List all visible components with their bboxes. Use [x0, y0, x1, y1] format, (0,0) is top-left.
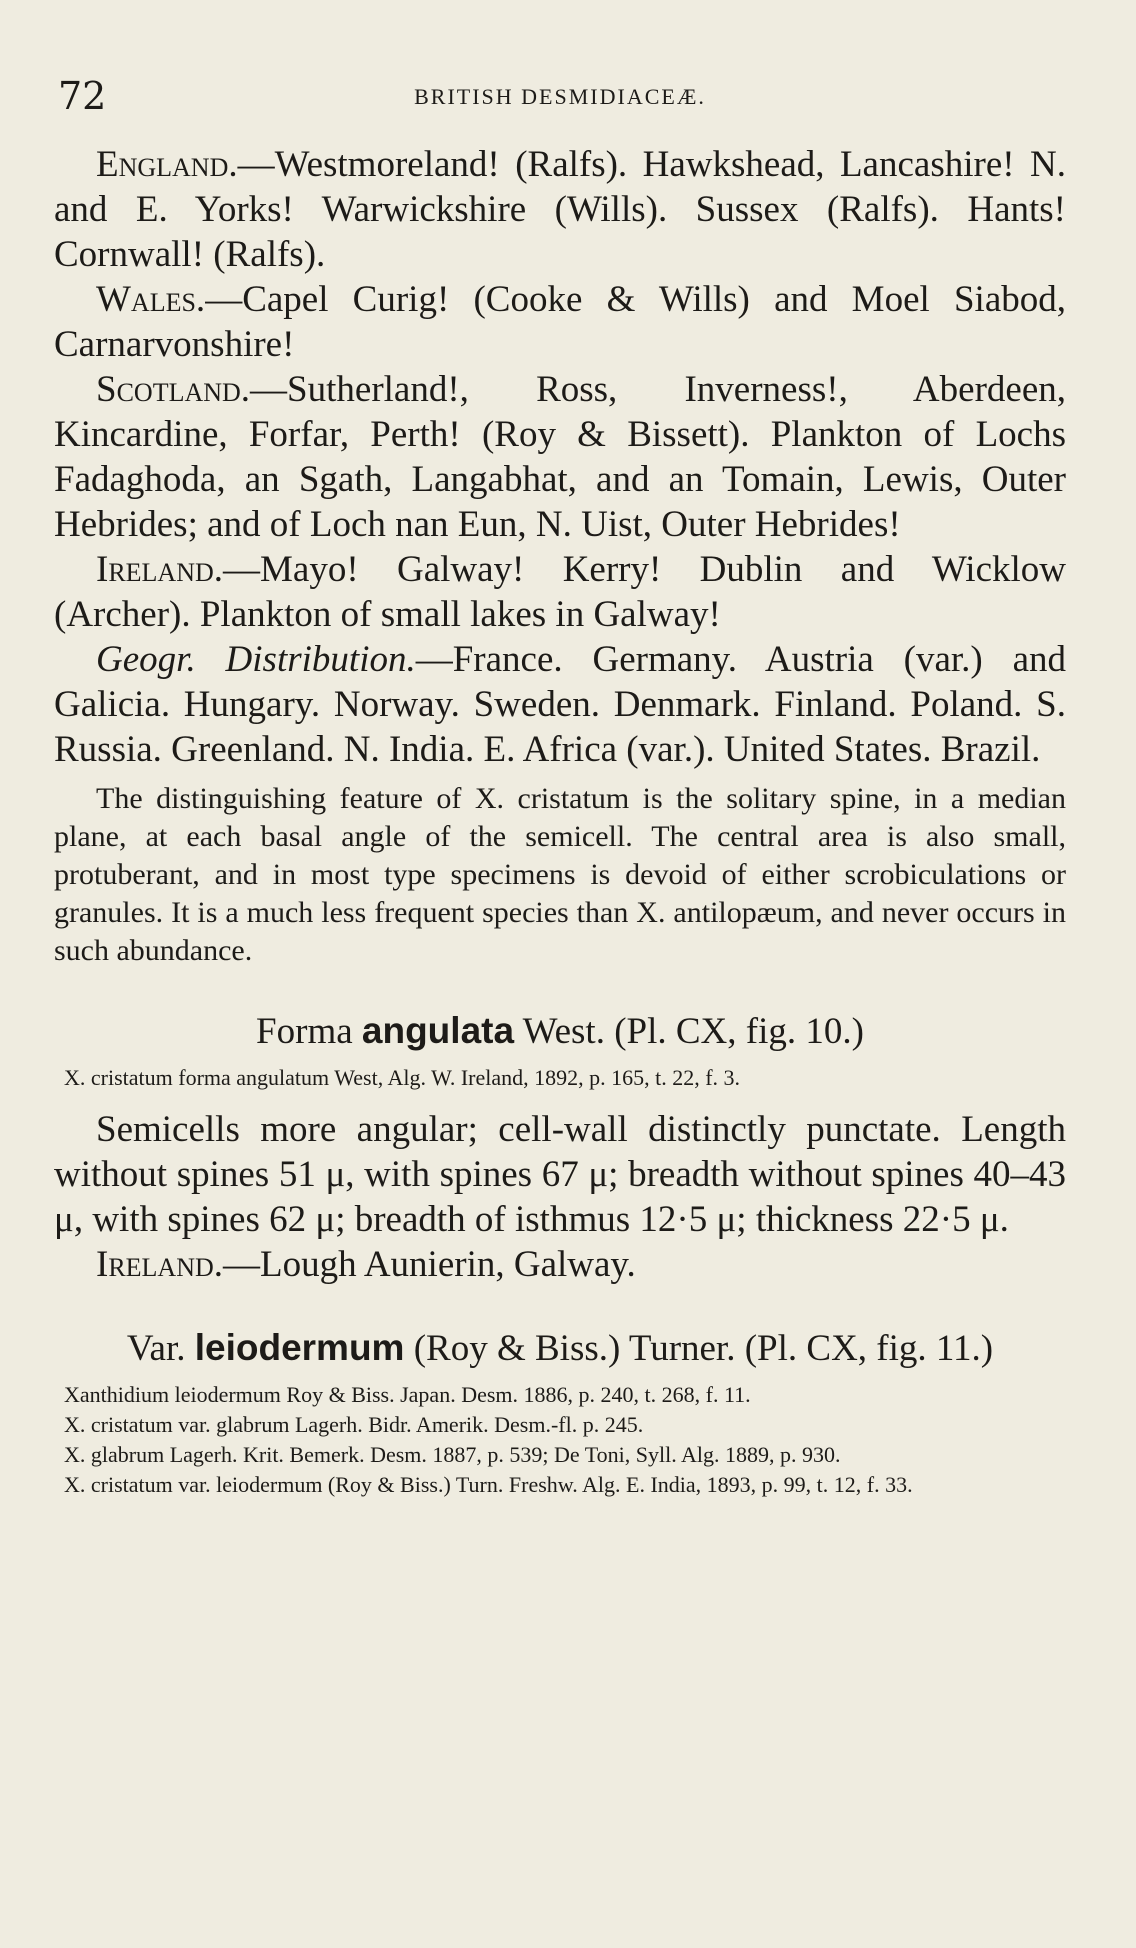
geogr-text: —France. Germany. Austria (var.) and Galicia. Hungary. Norway. Sweden. Denmark. Finland. Poland. S. Russia. Greenland. N. India. E. Africa (var.). United States. Brazil. — [54, 639, 1067, 770]
wales-label: Wales. — [96, 279, 206, 320]
wales-paragraph — [54, 277, 1066, 367]
variety-heading-pre: Var. — [126, 1328, 186, 1369]
ireland-label: Ireland. — [96, 549, 224, 590]
england-label: England. — [96, 144, 238, 185]
variety-heading-post: (Roy & Biss.) Turner. (Pl. CX, fig. 11.) — [413, 1328, 994, 1369]
variety-synonym: Xanthidium leiodermum Roy & Biss. Japan. Desm. 1886, p. 240, t. 268, f. 11. — [64, 1382, 751, 1407]
forma-ireland-text: —Lough Aunierin, Galway. — [223, 1244, 636, 1285]
variety-heading — [54, 1325, 1066, 1372]
forma-description: Semicells more angular; cell-wall distinctly punctate. Length without spines 51 μ, with spines 67 μ; breadth without spines 40–43 μ, with spines 62 μ; breadth of isthmus 12·5 μ; thickness 22·5 μ. — [54, 1109, 1066, 1240]
ireland-paragraph — [54, 547, 1066, 637]
ireland-text: —Mayo! Galway! Kerry! Dublin and Wicklow (Archer). Plankton of small lakes in Galway! — [54, 549, 1066, 635]
forma-heading-pre: Forma — [256, 1011, 353, 1052]
page-number: 72 — [58, 74, 107, 118]
scotland-text: —Sutherland!, Ross, Inverness!, Aberdeen, Kincardine, Forfar, Perth! (Roy & Bissett). Plankton of Lochs Fadaghoda, an Sgath, Langabhat, and an Tomain, Lewis, Outer Hebrides; and of Loch nan Eun, N. Uist, Outer Hebrides! — [54, 369, 1066, 545]
geographic-distribution-paragraph — [54, 637, 1066, 772]
running-title: BRITISH DESMIDIACEÆ. — [414, 84, 706, 109]
england-text: —Westmoreland! (Ralfs). Hawkshead, Lancashire! N. and E. Yorks! Warwickshire (Wills). Sussex (Ralfs). Hants! Cornwall! (Ralfs). — [54, 144, 1066, 275]
page-header — [54, 70, 1066, 130]
forma-heading-post: West. (Pl. CX, fig. 10.) — [522, 1011, 864, 1052]
species-note: The distinguishing feature of X. cristatum is the solitary spine, in a median plane, at each basal angle of the semicell. The central area is also small, protuberant, and in most type specimens is devoid of either scrobiculations or granules. It is a much less frequent species than X. antilopæum, and never occurs in such abundance. — [54, 782, 1066, 967]
forma-ireland-label: Ireland. — [96, 1244, 224, 1285]
england-paragraph — [54, 142, 1066, 277]
forma-ireland-paragraph — [54, 1242, 1066, 1287]
variety-synonym: X. cristatum var. glabrum Lagerh. Bidr. Amerik. Desm.-fl. p. 245. — [64, 1412, 644, 1437]
forma-synonym: X. cristatum forma angulatum West, Alg. W. Ireland, 1892, p. 165, t. 22, f. 3. — [64, 1065, 741, 1090]
variety-synonym: X. glabrum Lagerh. Krit. Bemerk. Desm. 1887, p. 539; De Toni, Syll. Alg. 1889, p. 930. — [64, 1442, 841, 1467]
scotland-label: Scotland. — [96, 369, 251, 410]
geogr-label: Geogr. Distribution. — [96, 639, 416, 680]
forma-heading-name: angulata — [361, 1010, 515, 1051]
variety-synonym: X. cristatum var. leiodermum (Roy & Biss.) Turn. Freshw. Alg. E. India, 1893, p. 99, t. 12, f. 33. — [64, 1472, 913, 1497]
scotland-paragraph — [54, 367, 1066, 547]
variety-heading-name: leiodermum — [194, 1327, 405, 1368]
forma-heading — [54, 1008, 1066, 1055]
wales-text: —Capel Curig! (Cooke & Wills) and Moel Siabod, Carnarvonshire! — [54, 279, 1066, 365]
